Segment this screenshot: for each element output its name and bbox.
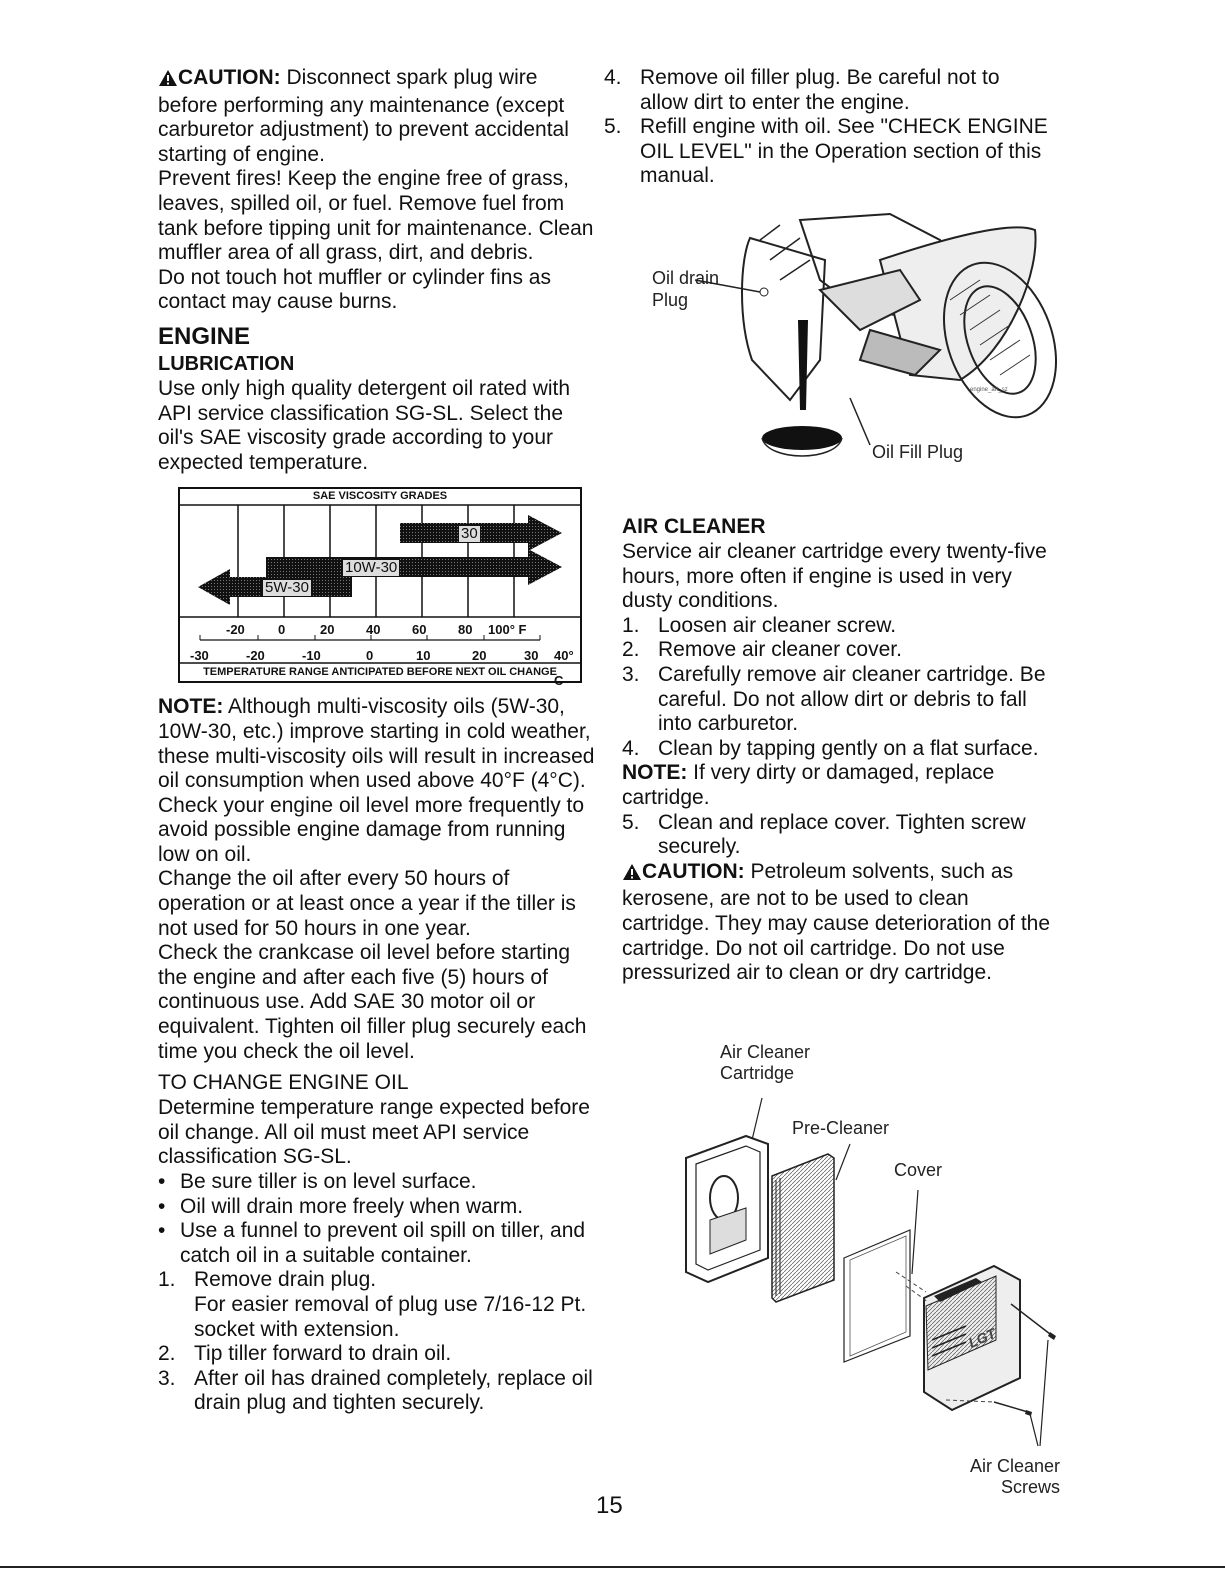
- warning-triangle-icon: [622, 863, 642, 888]
- fire-warning-text: Prevent fires! Keep the engine free of grass, leaves, spilled oil, or fuel. Remove fuel from tank before tipping unit for maintenance. Clean muffler area of all grass, dirt, and debris.: [158, 167, 594, 265]
- air-cleaner-figure: [676, 1040, 1076, 1500]
- note-label: NOTE:: [622, 761, 688, 785]
- f-tick: 60: [412, 622, 427, 638]
- list-item: • Be sure tiller is on level surface.: [158, 1170, 477, 1193]
- list-item: • Use a funnel to prevent oil spill on tiller, and catch oil in a suitable container.: [158, 1219, 586, 1267]
- note-text: If very dirty or damaged, replace cartridge.: [622, 761, 995, 809]
- c-tick: -30: [190, 648, 209, 664]
- f-tick: 40: [366, 622, 381, 638]
- c-tick: 0: [366, 648, 374, 664]
- chart-footer: TEMPERATURE RANGE ANTICIPATED BEFORE NEXT OIL CHANGE: [203, 666, 557, 679]
- air-caution-paragraph: [622, 860, 1052, 986]
- drain-steps: [158, 1268, 598, 1416]
- determine-text: Determine temperature range expected before oil change. All oil must meet API service classification SG-SL.: [158, 1096, 590, 1169]
- lubrication-text: Use only high quality detergent oil rated with API service classification SG-SL. Select the oil's SAE viscosity grade according to your expected temperature.: [158, 376, 571, 474]
- f-tick: 100° F: [488, 622, 527, 638]
- caution-text: Petroleum solvents, such as kerosene, are not to be used to clean cartridge. They may cause deterioration of the cartridge. Do not oil cartridge. Do not use pressurized air to clean or dry cartridge.: [622, 859, 1051, 985]
- f-tick: -20: [226, 622, 245, 638]
- list-item: 1. Remove drain plug. For easier removal of plug use 7/16-12 Pt. socket with extension.: [158, 1268, 587, 1341]
- note-label: NOTE:: [158, 695, 224, 719]
- c-tick: 40° C: [554, 648, 574, 688]
- viscosity-chart: [178, 487, 582, 688]
- note-text: Although multi-viscosity oils (5W-30, 10W-30, etc.) improve starting in cold weather, these multi-viscosity oils will result in increased oil consumption when used above 40°F (4°C). Check your engine oil level more frequently to avoid possible engine damage from running low on oil.: [158, 695, 595, 866]
- fahrenheit-tick-labels: [178, 618, 582, 638]
- air-note-paragraph: [622, 761, 1052, 810]
- plug-label: Plug: [652, 290, 689, 310]
- right-column: [604, 66, 1052, 189]
- grade-label-30: 30: [458, 525, 481, 543]
- note-paragraph: [158, 695, 598, 867]
- caution-label: CAUTION:: [642, 859, 745, 883]
- list-item: 4. Remove oil filler plug. Be careful not to allow dirt to enter the engine.: [604, 66, 1000, 114]
- change-interval-text: Change the oil after every 50 hours of operation or at least once a year if the tiller is not used for 50 hours in one year.: [158, 867, 576, 940]
- caution-paragraph: [158, 66, 598, 167]
- muffler-warning-text: Do not touch hot muffler or cylinder fins as contact may cause burns.: [158, 265, 551, 314]
- list-item: 5. Clean and replace cover. Tighten screw securely.: [622, 810, 1026, 859]
- air-cleaner-steps: [622, 614, 1052, 762]
- air-cleaner-text: Service air cleaner cartridge every twenty-five hours, more often if engine is used in very dusty conditions.: [622, 540, 1047, 613]
- f-tick: 0: [278, 622, 286, 638]
- list-item: 2. Tip tiller forward to drain oil.: [158, 1342, 452, 1366]
- pre-cleaner-label: Pre-Cleaner: [792, 1118, 890, 1138]
- figure-tag: engine_art_sz: [970, 387, 1008, 393]
- list-item: 2. Remove air cleaner cover.: [622, 638, 902, 662]
- change-oil-heading: TO CHANGE ENGINE OIL: [158, 1071, 409, 1095]
- c-tick: 10: [416, 648, 431, 664]
- oil-fill-plug-label: Oil Fill Plug: [872, 442, 964, 462]
- c-tick: -20: [246, 648, 265, 664]
- bullet-list: [158, 1170, 598, 1268]
- f-tick: 80: [458, 622, 473, 638]
- engine-heading: ENGINE: [158, 322, 251, 350]
- lgt-logo: LGT: [965, 1324, 999, 1352]
- f-tick: 20: [320, 622, 335, 638]
- list-item: 5. Refill engine with oil. See "CHECK ENGINE OIL LEVEL" in the Operation section of this manual.: [604, 115, 1048, 188]
- caution-label: CAUTION:: [178, 66, 281, 89]
- grade-label-5w30: 5W-30: [262, 579, 312, 597]
- oil-drain-figure: [640, 200, 1060, 480]
- list-item: 1. Loosen air cleaner screw.: [622, 613, 897, 637]
- fill-steps: [604, 66, 1052, 189]
- c-tick: 30: [524, 648, 539, 664]
- left-column: [158, 66, 598, 1416]
- screws-label: Air Cleaner Screws: [969, 1456, 1060, 1497]
- list-item: • Oil will drain more freely when warm.: [158, 1194, 524, 1218]
- air-cleaner-heading: AIR CLEANER: [622, 515, 766, 538]
- c-tick: 20: [472, 648, 487, 664]
- cover-label: Cover: [894, 1160, 943, 1180]
- warning-triangle-icon: [158, 69, 178, 94]
- grade-label-10w30: 10W-30: [342, 559, 400, 577]
- c-tick: -10: [302, 648, 321, 664]
- list-item: 3. Carefully remove air cleaner cartridge. Be careful. Do not allow dirt or debris to fall into carburetor.: [622, 662, 1046, 736]
- cartridge-label: Air Cleaner Cartridge: [720, 1042, 811, 1083]
- lubrication-heading: LUBRICATION: [158, 352, 295, 375]
- air-cleaner-section: [622, 514, 1052, 986]
- chart-title: SAE VISCOSITY GRADES: [312, 490, 448, 503]
- caution-text: Disconnect spark plug wire before performing any maintenance (except carburetor adjustment) to prevent accidental starting of engine.: [158, 66, 569, 166]
- list-item: 4. Clean by tapping gently on a flat surface.: [622, 736, 1039, 760]
- page-number: 15: [596, 1492, 623, 1519]
- oil-drain-label: Oil drain: [652, 268, 720, 288]
- list-item: 3. After oil has drained completely, replace oil drain plug and tighten securely.: [158, 1366, 593, 1415]
- check-level-text: Check the crankcase oil level before starting the engine and after each five (5) hours of continuous use. Add SAE 30 motor oil or equivalent. Tighten oil filler plug securely each time you check the oil level.: [158, 941, 587, 1063]
- bottom-rule: [0, 1566, 1225, 1568]
